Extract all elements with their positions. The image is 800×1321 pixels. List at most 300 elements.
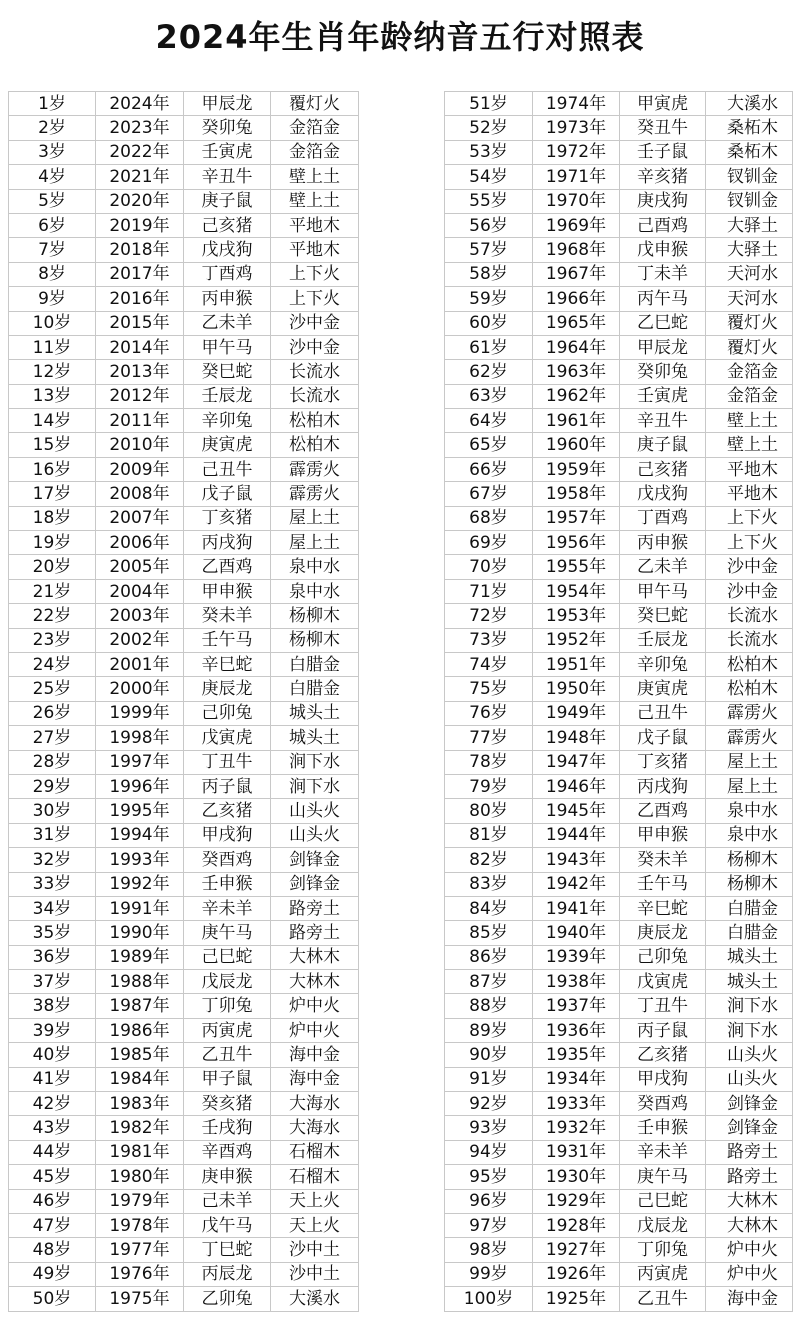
column-gap: [359, 189, 445, 213]
year-cell: 2018年: [96, 238, 184, 262]
nayin-cell: 覆灯火: [706, 311, 793, 335]
age-cell: 89岁: [445, 1018, 533, 1042]
nayin-cell: 钗钏金: [706, 189, 793, 213]
nayin-cell: 金箔金: [706, 384, 793, 408]
year-cell: 1987年: [96, 994, 184, 1018]
age-cell: 50岁: [9, 1287, 96, 1311]
nayin-cell: 长流水: [706, 604, 793, 628]
nayin-cell: 白腊金: [271, 652, 359, 676]
year-cell: 1951年: [533, 652, 620, 676]
ganzhi-cell: 壬辰龙: [184, 384, 271, 408]
year-cell: 1941年: [533, 896, 620, 920]
ganzhi-cell: 甲子鼠: [184, 1067, 271, 1091]
column-gap: [359, 872, 445, 896]
column-gap: [359, 384, 445, 408]
ganzhi-cell: 甲申猴: [184, 579, 271, 603]
age-cell: 23岁: [9, 628, 96, 652]
ganzhi-cell: 癸亥猪: [184, 1092, 271, 1116]
ganzhi-cell: 壬辰龙: [620, 628, 706, 652]
age-cell: 9岁: [9, 287, 96, 311]
year-cell: 1928年: [533, 1213, 620, 1237]
nayin-cell: 霹雳火: [706, 701, 793, 725]
nayin-cell: 上下火: [706, 531, 793, 555]
ganzhi-cell: 庚辰龙: [184, 677, 271, 701]
table-row: [9, 1165, 793, 1189]
nayin-cell: 杨柳木: [271, 604, 359, 628]
ganzhi-cell: 丁亥猪: [620, 750, 706, 774]
table-row: [9, 1238, 793, 1262]
year-cell: 1932年: [533, 1116, 620, 1140]
ganzhi-cell: 辛酉鸡: [184, 1140, 271, 1164]
age-cell: 4岁: [9, 165, 96, 189]
ganzhi-cell: 己未羊: [184, 1189, 271, 1213]
age-cell: 62岁: [445, 360, 533, 384]
column-gap: [359, 1165, 445, 1189]
year-cell: 1970年: [533, 189, 620, 213]
year-cell: 1998年: [96, 726, 184, 750]
table-row: [9, 335, 793, 359]
year-cell: 2021年: [96, 165, 184, 189]
year-cell: 1973年: [533, 116, 620, 140]
ganzhi-cell: 癸酉鸡: [184, 848, 271, 872]
table-row: [9, 774, 793, 798]
ganzhi-cell: 戊辰龙: [620, 1213, 706, 1237]
year-cell: 1980年: [96, 1165, 184, 1189]
age-cell: 76岁: [445, 701, 533, 725]
age-cell: 64岁: [445, 409, 533, 433]
column-gap: [359, 1189, 445, 1213]
column-gap: [359, 1043, 445, 1067]
table-row: [9, 726, 793, 750]
year-cell: 1948年: [533, 726, 620, 750]
age-cell: 80岁: [445, 799, 533, 823]
column-gap: [359, 726, 445, 750]
nayin-cell: 城头土: [271, 701, 359, 725]
age-cell: 26岁: [9, 701, 96, 725]
nayin-cell: 白腊金: [706, 896, 793, 920]
nayin-cell: 沙中土: [271, 1262, 359, 1286]
year-cell: 2004年: [96, 579, 184, 603]
nayin-cell: 天上火: [271, 1213, 359, 1237]
nayin-cell: 山头火: [706, 1043, 793, 1067]
ganzhi-cell: 癸未羊: [620, 848, 706, 872]
ganzhi-cell: 戊子鼠: [184, 482, 271, 506]
age-cell: 6岁: [9, 213, 96, 237]
year-cell: 1991年: [96, 896, 184, 920]
age-cell: 30岁: [9, 799, 96, 823]
year-cell: 1945年: [533, 799, 620, 823]
ganzhi-cell: 丙戌狗: [184, 531, 271, 555]
nayin-cell: 大驿土: [706, 213, 793, 237]
age-cell: 2岁: [9, 116, 96, 140]
age-cell: 99岁: [445, 1262, 533, 1286]
year-cell: 1947年: [533, 750, 620, 774]
age-cell: 38岁: [9, 994, 96, 1018]
nayin-cell: 天河水: [706, 287, 793, 311]
year-cell: 1994年: [96, 823, 184, 847]
age-cell: 35岁: [9, 921, 96, 945]
nayin-cell: 上下火: [271, 287, 359, 311]
nayin-cell: 路旁土: [706, 1140, 793, 1164]
table-row: [9, 1116, 793, 1140]
age-cell: 28岁: [9, 750, 96, 774]
nayin-cell: 白腊金: [706, 921, 793, 945]
nayin-cell: 大海水: [271, 1116, 359, 1140]
age-cell: 79岁: [445, 774, 533, 798]
ganzhi-cell: 丁酉鸡: [184, 262, 271, 286]
table-row: [9, 165, 793, 189]
age-cell: 95岁: [445, 1165, 533, 1189]
table-row: [9, 189, 793, 213]
nayin-cell: 山头火: [706, 1067, 793, 1091]
ganzhi-cell: 丁丑牛: [620, 994, 706, 1018]
year-cell: 1935年: [533, 1043, 620, 1067]
nayin-cell: 路旁土: [706, 1165, 793, 1189]
table-row: [9, 1043, 793, 1067]
nayin-cell: 金箔金: [271, 140, 359, 164]
nayin-cell: 松柏木: [271, 433, 359, 457]
age-cell: 39岁: [9, 1018, 96, 1042]
year-cell: 1959年: [533, 457, 620, 481]
year-cell: 2013年: [96, 360, 184, 384]
age-cell: 46岁: [9, 1189, 96, 1213]
ganzhi-cell: 己酉鸡: [620, 213, 706, 237]
year-cell: 1983年: [96, 1092, 184, 1116]
ganzhi-cell: 癸酉鸡: [620, 1092, 706, 1116]
ganzhi-cell: 己巳蛇: [184, 945, 271, 969]
ganzhi-cell: 己亥猪: [184, 213, 271, 237]
age-cell: 51岁: [445, 92, 533, 116]
nayin-cell: 山头火: [271, 799, 359, 823]
year-cell: 1939年: [533, 945, 620, 969]
age-cell: 100岁: [445, 1287, 533, 1311]
ganzhi-cell: 丙午马: [620, 287, 706, 311]
year-cell: 1957年: [533, 506, 620, 530]
column-gap: [359, 774, 445, 798]
table-row: [9, 604, 793, 628]
year-cell: 1965年: [533, 311, 620, 335]
age-cell: 59岁: [445, 287, 533, 311]
ganzhi-cell: 己丑牛: [184, 457, 271, 481]
nayin-cell: 壁上土: [271, 165, 359, 189]
column-gap: [359, 799, 445, 823]
year-cell: 1934年: [533, 1067, 620, 1091]
age-cell: 12岁: [9, 360, 96, 384]
ganzhi-cell: 壬申猴: [620, 1116, 706, 1140]
year-cell: 1940年: [533, 921, 620, 945]
column-gap: [359, 335, 445, 359]
year-cell: 1926年: [533, 1262, 620, 1286]
ganzhi-cell: 乙卯兔: [184, 1287, 271, 1311]
age-cell: 45岁: [9, 1165, 96, 1189]
nayin-cell: 覆灯火: [706, 335, 793, 359]
nayin-cell: 壁上土: [706, 433, 793, 457]
nayin-cell: 金箔金: [271, 116, 359, 140]
table-row: [9, 701, 793, 725]
age-cell: 61岁: [445, 335, 533, 359]
year-cell: 1969年: [533, 213, 620, 237]
year-cell: 1984年: [96, 1067, 184, 1091]
year-cell: 1937年: [533, 994, 620, 1018]
ganzhi-cell: 庚午马: [184, 921, 271, 945]
column-gap: [359, 750, 445, 774]
column-gap: [359, 945, 445, 969]
age-cell: 33岁: [9, 872, 96, 896]
column-gap: [359, 1262, 445, 1286]
age-cell: 98岁: [445, 1238, 533, 1262]
age-cell: 44岁: [9, 1140, 96, 1164]
table-row: [9, 677, 793, 701]
table-row: [9, 1018, 793, 1042]
table-row: [9, 287, 793, 311]
age-cell: 91岁: [445, 1067, 533, 1091]
ganzhi-cell: 壬寅虎: [620, 384, 706, 408]
year-cell: 1988年: [96, 970, 184, 994]
column-gap: [359, 652, 445, 676]
nayin-cell: 炉中火: [271, 1018, 359, 1042]
ganzhi-cell: 丁未羊: [620, 262, 706, 286]
year-cell: 2014年: [96, 335, 184, 359]
age-cell: 53岁: [445, 140, 533, 164]
year-cell: 1999年: [96, 701, 184, 725]
age-cell: 52岁: [445, 116, 533, 140]
ganzhi-cell: 庚子鼠: [184, 189, 271, 213]
column-gap: [359, 604, 445, 628]
year-cell: 2023年: [96, 116, 184, 140]
age-cell: 58岁: [445, 262, 533, 286]
age-cell: 56岁: [445, 213, 533, 237]
nayin-cell: 大林木: [271, 970, 359, 994]
table-row: [9, 116, 793, 140]
table-row: [9, 92, 793, 116]
age-cell: 5岁: [9, 189, 96, 213]
ganzhi-cell: 癸卯兔: [184, 116, 271, 140]
age-cell: 25岁: [9, 677, 96, 701]
age-cell: 77岁: [445, 726, 533, 750]
nayin-cell: 剑锋金: [706, 1116, 793, 1140]
column-gap: [359, 1018, 445, 1042]
nayin-cell: 剑锋金: [706, 1092, 793, 1116]
nayin-cell: 上下火: [271, 262, 359, 286]
column-gap: [359, 409, 445, 433]
ganzhi-cell: 丙申猴: [184, 287, 271, 311]
ganzhi-cell: 癸巳蛇: [184, 360, 271, 384]
ganzhi-cell: 丁亥猪: [184, 506, 271, 530]
nayin-cell: 泉中水: [271, 555, 359, 579]
age-cell: 36岁: [9, 945, 96, 969]
ganzhi-cell: 戊申猴: [620, 238, 706, 262]
year-cell: 1989年: [96, 945, 184, 969]
nayin-cell: 松柏木: [271, 409, 359, 433]
age-cell: 15岁: [9, 433, 96, 457]
year-cell: 1962年: [533, 384, 620, 408]
year-cell: 1954年: [533, 579, 620, 603]
age-cell: 7岁: [9, 238, 96, 262]
nayin-cell: 海中金: [271, 1043, 359, 1067]
year-cell: 1930年: [533, 1165, 620, 1189]
ganzhi-cell: 辛未羊: [184, 896, 271, 920]
year-cell: 2007年: [96, 506, 184, 530]
age-cell: 83岁: [445, 872, 533, 896]
nayin-cell: 炉中火: [271, 994, 359, 1018]
nayin-cell: 剑锋金: [271, 848, 359, 872]
year-cell: 1958年: [533, 482, 620, 506]
nayin-cell: 杨柳木: [706, 848, 793, 872]
year-cell: 1971年: [533, 165, 620, 189]
ganzhi-cell: 庚午马: [620, 1165, 706, 1189]
table-row: [9, 1262, 793, 1286]
age-cell: 20岁: [9, 555, 96, 579]
ganzhi-cell: 甲午马: [184, 335, 271, 359]
nayin-cell: 长流水: [706, 628, 793, 652]
nayin-cell: 屋上土: [271, 531, 359, 555]
nayin-cell: 平地木: [706, 482, 793, 506]
age-cell: 72岁: [445, 604, 533, 628]
age-cell: 31岁: [9, 823, 96, 847]
ganzhi-cell: 丙子鼠: [620, 1018, 706, 1042]
ganzhi-cell: 己巳蛇: [620, 1189, 706, 1213]
age-cell: 10岁: [9, 311, 96, 335]
column-gap: [359, 457, 445, 481]
year-cell: 2015年: [96, 311, 184, 335]
column-gap: [359, 921, 445, 945]
table-row: [9, 213, 793, 237]
nayin-cell: 霹雳火: [271, 482, 359, 506]
ganzhi-cell: 丁巳蛇: [184, 1238, 271, 1262]
year-cell: 1938年: [533, 970, 620, 994]
age-cell: 48岁: [9, 1238, 96, 1262]
nayin-cell: 霹雳火: [706, 726, 793, 750]
ganzhi-cell: 己丑牛: [620, 701, 706, 725]
column-gap: [359, 92, 445, 116]
table-row: [9, 1189, 793, 1213]
age-cell: 97岁: [445, 1213, 533, 1237]
age-cell: 96岁: [445, 1189, 533, 1213]
ganzhi-cell: 壬戌狗: [184, 1116, 271, 1140]
age-cell: 60岁: [445, 311, 533, 335]
nayin-cell: 杨柳木: [706, 872, 793, 896]
age-cell: 21岁: [9, 579, 96, 603]
ganzhi-cell: 丙寅虎: [184, 1018, 271, 1042]
table-row: [9, 994, 793, 1018]
age-cell: 94岁: [445, 1140, 533, 1164]
ganzhi-cell: 戊寅虎: [184, 726, 271, 750]
column-gap: [359, 287, 445, 311]
column-gap: [359, 1238, 445, 1262]
nayin-cell: 沙中金: [271, 335, 359, 359]
nayin-cell: 覆灯火: [271, 92, 359, 116]
year-cell: 1979年: [96, 1189, 184, 1213]
year-cell: 1946年: [533, 774, 620, 798]
nayin-cell: 炉中火: [706, 1238, 793, 1262]
table-row: [9, 945, 793, 969]
ganzhi-cell: 甲戌狗: [184, 823, 271, 847]
age-cell: 42岁: [9, 1092, 96, 1116]
year-cell: 1990年: [96, 921, 184, 945]
age-cell: 24岁: [9, 652, 96, 676]
table-body: [9, 92, 793, 1312]
age-cell: 41岁: [9, 1067, 96, 1091]
nayin-cell: 大林木: [271, 945, 359, 969]
year-cell: 1927年: [533, 1238, 620, 1262]
year-cell: 1976年: [96, 1262, 184, 1286]
year-cell: 1963年: [533, 360, 620, 384]
nayin-cell: 大林木: [706, 1213, 793, 1237]
age-cell: 47岁: [9, 1213, 96, 1237]
nayin-cell: 天河水: [706, 262, 793, 286]
nayin-cell: 沙中金: [271, 311, 359, 335]
column-gap: [359, 1213, 445, 1237]
age-cell: 34岁: [9, 896, 96, 920]
ganzhi-cell: 戊午马: [184, 1213, 271, 1237]
column-gap: [359, 994, 445, 1018]
nayin-cell: 城头土: [706, 945, 793, 969]
column-gap: [359, 238, 445, 262]
table-row: [9, 921, 793, 945]
nayin-cell: 屋上土: [706, 750, 793, 774]
table-row: [9, 409, 793, 433]
nayin-cell: 泉中水: [271, 579, 359, 603]
age-cell: 11岁: [9, 335, 96, 359]
nayin-cell: 大溪水: [271, 1287, 359, 1311]
nayin-cell: 路旁土: [271, 921, 359, 945]
age-cell: 55岁: [445, 189, 533, 213]
ganzhi-cell: 辛巳蛇: [620, 896, 706, 920]
ganzhi-cell: 乙亥猪: [620, 1043, 706, 1067]
nayin-cell: 长流水: [271, 384, 359, 408]
nayin-cell: 石榴木: [271, 1140, 359, 1164]
year-cell: 2016年: [96, 287, 184, 311]
age-cell: 19岁: [9, 531, 96, 555]
nayin-cell: 泉中水: [706, 823, 793, 847]
age-cell: 84岁: [445, 896, 533, 920]
column-gap: [359, 823, 445, 847]
age-cell: 74岁: [445, 652, 533, 676]
nayin-cell: 大溪水: [706, 92, 793, 116]
year-cell: 2005年: [96, 555, 184, 579]
table-row: [9, 628, 793, 652]
table-row: [9, 872, 793, 896]
ganzhi-cell: 戊辰龙: [184, 970, 271, 994]
table-row: [9, 848, 793, 872]
table-row: [9, 457, 793, 481]
age-cell: 81岁: [445, 823, 533, 847]
age-cell: 57岁: [445, 238, 533, 262]
year-cell: 1929年: [533, 1189, 620, 1213]
age-cell: 66岁: [445, 457, 533, 481]
age-cell: 65岁: [445, 433, 533, 457]
age-cell: 14岁: [9, 409, 96, 433]
ganzhi-cell: 乙丑牛: [184, 1043, 271, 1067]
ganzhi-cell: 乙丑牛: [620, 1287, 706, 1311]
age-cell: 92岁: [445, 1092, 533, 1116]
nayin-cell: 城头土: [271, 726, 359, 750]
column-gap: [359, 116, 445, 140]
ganzhi-cell: 乙亥猪: [184, 799, 271, 823]
ganzhi-cell: 壬午马: [184, 628, 271, 652]
nayin-cell: 大驿土: [706, 238, 793, 262]
year-cell: 1968年: [533, 238, 620, 262]
column-gap: [359, 677, 445, 701]
column-gap: [359, 1116, 445, 1140]
year-cell: 1942年: [533, 872, 620, 896]
ganzhi-cell: 癸丑牛: [620, 116, 706, 140]
ganzhi-cell: 己卯兔: [184, 701, 271, 725]
column-gap: [359, 506, 445, 530]
ganzhi-cell: 癸巳蛇: [620, 604, 706, 628]
year-cell: 1996年: [96, 774, 184, 798]
year-cell: 1967年: [533, 262, 620, 286]
